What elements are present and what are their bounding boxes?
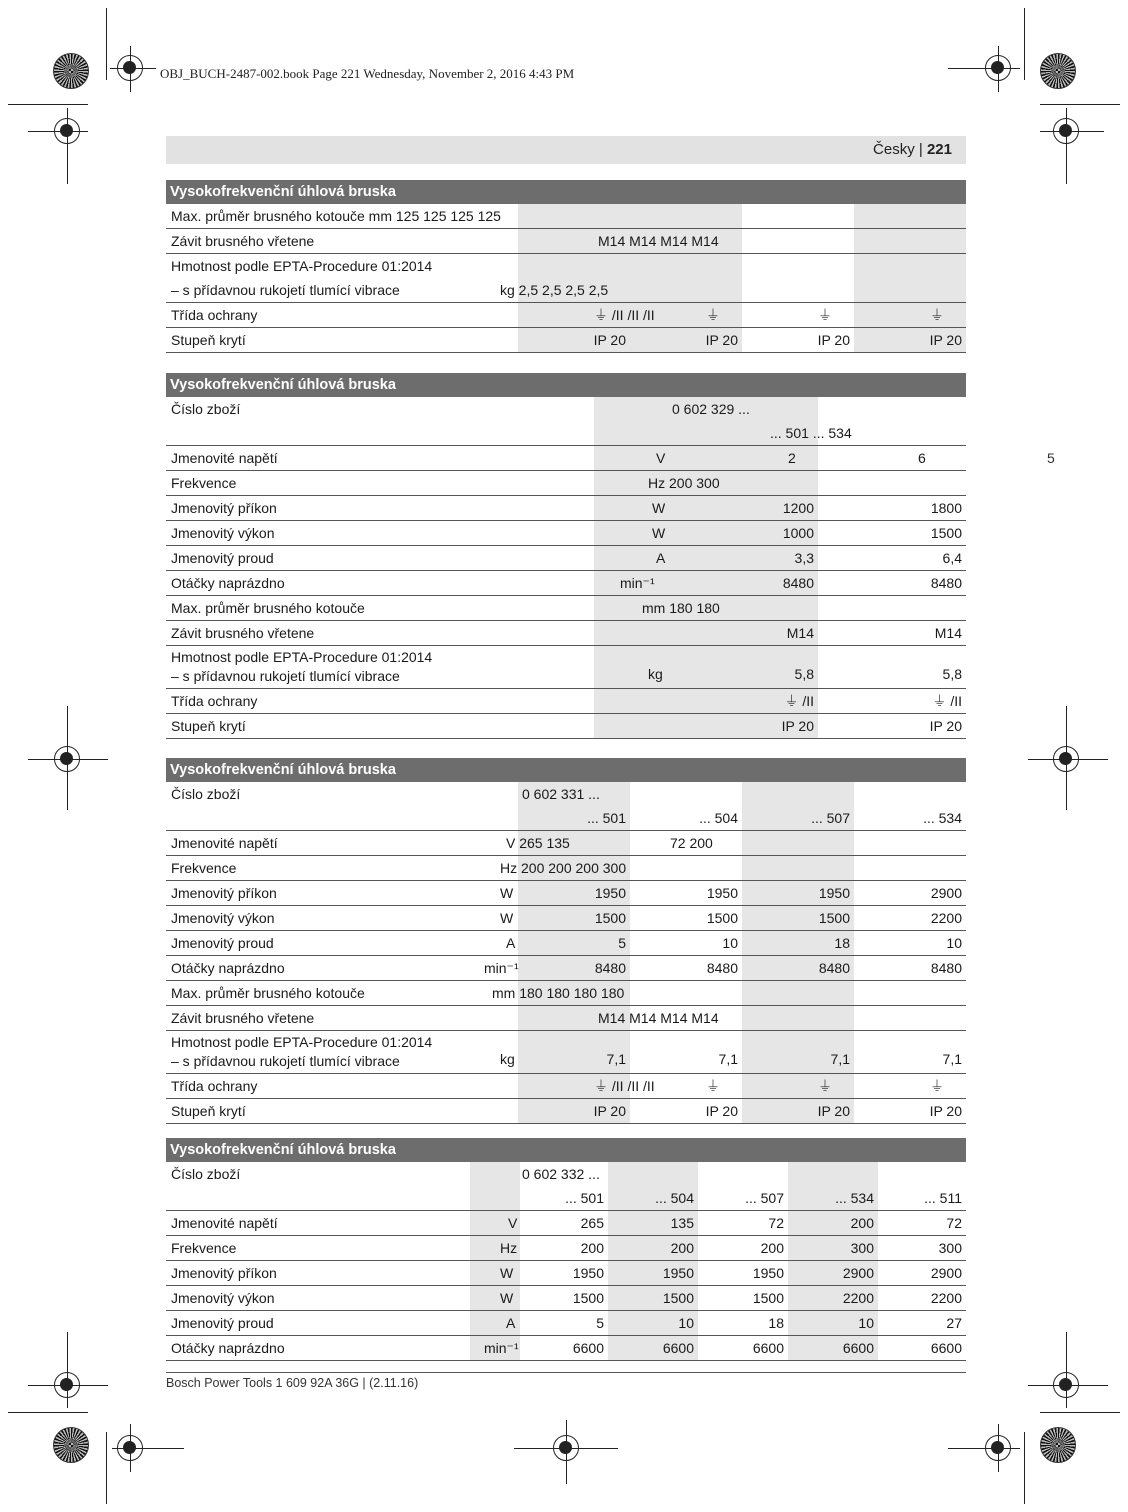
table-row xyxy=(166,1074,966,1099)
protection-class-cell: ⏚ xyxy=(706,1078,720,1094)
protection-class-cell: ⏚ xyxy=(818,1078,832,1094)
table-row xyxy=(166,881,966,906)
row-label: Otáčky naprázdno xyxy=(171,575,285,591)
row-label: Hmotnost podle EPTA-Procedure 01:2014 xyxy=(171,1034,433,1050)
value-cell: IP 20 xyxy=(781,718,814,734)
value-cell: 2 xyxy=(788,450,796,466)
table-title: Vysokofrekvenční úhlová bruska xyxy=(166,373,966,397)
value-cell: 8480 xyxy=(594,960,626,976)
table-row xyxy=(166,1311,966,1336)
row-label: Jmenovitý příkon xyxy=(171,1265,277,1281)
table-row xyxy=(166,856,966,881)
value-cell: 27 xyxy=(946,1315,962,1331)
unit-cell: V xyxy=(656,450,666,466)
registration-mark-icon xyxy=(117,1435,143,1461)
registration-mark-icon xyxy=(985,55,1011,81)
row-label: Číslo zboží xyxy=(171,1166,241,1182)
row-label: Otáčky naprázdno xyxy=(171,960,285,976)
row-label: Jmenovité napětí xyxy=(171,835,278,851)
value-cell: 6 xyxy=(918,450,926,466)
value-cell: 10 xyxy=(722,935,738,951)
variant-header: ... 534 xyxy=(835,1190,874,1206)
table-row xyxy=(166,714,966,739)
value-cell: 6600 xyxy=(662,1340,694,1356)
table-title: Vysokofrekvenční úhlová bruska xyxy=(166,1138,966,1162)
value-cell: 200 xyxy=(670,1240,694,1256)
unit-cell: W xyxy=(500,1290,514,1306)
row-label: Třída ochrany xyxy=(171,693,258,709)
value-cell: 6600 xyxy=(930,1340,962,1356)
unit-cell: min⁻¹ xyxy=(484,1340,519,1356)
value-cell: 2200 xyxy=(842,1290,874,1306)
unit-cell: W xyxy=(500,910,514,926)
table-row xyxy=(166,571,966,596)
value-cell: 7,1 xyxy=(606,1051,626,1067)
variant-header: ... 501 xyxy=(565,1190,604,1206)
value-cell: mm 180 180 xyxy=(642,600,720,616)
variant-header: ... 507 xyxy=(811,810,850,826)
value-cell: 5,8 xyxy=(794,666,814,682)
value-cell: 2900 xyxy=(930,885,962,901)
value-cell: V 265 135 xyxy=(506,835,570,851)
variant-header: ... 501 ... 534 xyxy=(770,425,852,441)
table-row xyxy=(166,446,966,471)
value-cell: 200 xyxy=(760,1240,784,1256)
table-row xyxy=(166,806,966,831)
color-rosette-icon xyxy=(53,53,89,89)
value-cell: 6600 xyxy=(752,1340,784,1356)
value-cell: 2200 xyxy=(930,1290,962,1306)
value-cell: 1800 xyxy=(930,500,962,516)
value-cell: kg 2,5 2,5 2,5 2,5 xyxy=(500,282,609,298)
variant-header: ... 534 xyxy=(923,810,962,826)
row-label: Stupeň krytí xyxy=(171,718,246,734)
value-cell: M14 M14 M14 M14 xyxy=(598,233,719,249)
separator: | xyxy=(914,141,927,158)
unit-cell: Hz xyxy=(500,1240,518,1256)
registration-mark-icon xyxy=(1053,1372,1079,1398)
page-header-band xyxy=(166,136,966,164)
registration-mark-icon xyxy=(117,55,143,81)
value-cell: IP 20 xyxy=(817,332,850,348)
crop-mark xyxy=(8,1412,88,1413)
table-row xyxy=(166,621,966,646)
spec-table-2 xyxy=(166,373,966,739)
table-row xyxy=(166,521,966,546)
table-row xyxy=(166,906,966,931)
table-row xyxy=(166,1031,966,1074)
table-row xyxy=(166,1236,966,1261)
unit-cell: A xyxy=(506,935,516,951)
value-cell: 300 xyxy=(850,1240,874,1256)
table-row xyxy=(166,831,966,856)
value-cell: 1950 xyxy=(572,1265,604,1281)
row-label: Max. průměr brusného kotouče mm 125 125 125 125 xyxy=(171,208,501,224)
value-cell: IP 20 xyxy=(705,1103,738,1119)
row-label: Frekvence xyxy=(171,860,237,876)
row-label: Třída ochrany xyxy=(171,307,258,323)
unit-cell: kg xyxy=(500,1051,515,1067)
protection-class-cell: ⏚ xyxy=(818,307,832,323)
unit-cell: kg xyxy=(648,666,663,682)
table-row xyxy=(166,496,966,521)
value-cell: 1200 xyxy=(782,500,814,516)
crop-mark xyxy=(106,1432,107,1504)
value-cell: Hz 200 300 xyxy=(648,475,720,491)
value-cell: 8480 xyxy=(930,575,962,591)
row-label: Závit brusného vřetene xyxy=(171,233,315,249)
row-label: Frekvence xyxy=(171,1240,237,1256)
row-label: Třída ochrany xyxy=(171,1078,258,1094)
value-cell: 8480 xyxy=(706,960,738,976)
value-cell: 1500 xyxy=(662,1290,694,1306)
protection-class-cell: ⏚ xyxy=(706,307,720,323)
table-row xyxy=(166,1186,966,1211)
registration-mark-icon xyxy=(1053,118,1079,144)
unit-cell: W xyxy=(500,1265,514,1281)
protection-class-cell: ⏚ /II /II /II xyxy=(594,1078,655,1094)
table-row xyxy=(166,689,966,714)
value-cell: 8480 xyxy=(782,575,814,591)
value-cell: 2900 xyxy=(842,1265,874,1281)
value-cell: 8480 xyxy=(930,960,962,976)
variant-header: ... 504 xyxy=(655,1190,694,1206)
crop-mark xyxy=(1024,1432,1025,1504)
row-label: Jmenovité napětí xyxy=(171,1215,278,1231)
value-cell: 6,4 xyxy=(942,550,962,566)
value-cell: IP 20 xyxy=(817,1103,850,1119)
value-cell: 1950 xyxy=(706,885,738,901)
table-row xyxy=(166,1006,966,1031)
value-cell: 1500 xyxy=(752,1290,784,1306)
side-number: 5 xyxy=(1047,450,1055,466)
crop-mark xyxy=(1040,104,1120,105)
table-row xyxy=(166,229,966,254)
table-row xyxy=(166,328,966,353)
table-row xyxy=(166,596,966,621)
row-label: Hmotnost podle EPTA-Procedure 01:2014 xyxy=(171,649,433,665)
value-cell: 18 xyxy=(834,935,850,951)
table-row xyxy=(166,471,966,496)
value-cell: 72 xyxy=(946,1215,962,1231)
value-cell: 7,1 xyxy=(942,1051,962,1067)
table-row xyxy=(166,1261,966,1286)
value-cell: 1950 xyxy=(662,1265,694,1281)
table-row xyxy=(166,254,966,278)
value-cell: 1500 xyxy=(572,1290,604,1306)
protection-class-cell: ⏚ /II /II /II xyxy=(594,307,655,323)
row-label: Hmotnost podle EPTA-Procedure 01:2014 xyxy=(171,258,433,274)
unit-cell: W xyxy=(652,525,666,541)
page-header xyxy=(873,141,952,158)
row-label: Stupeň krytí xyxy=(171,332,246,348)
table-row xyxy=(166,1286,966,1311)
table-row xyxy=(166,421,966,446)
table-row xyxy=(166,1211,966,1236)
registration-mark-icon xyxy=(985,1435,1011,1461)
row-label: Jmenovitý výkon xyxy=(171,525,275,541)
value-cell: 10 xyxy=(858,1315,874,1331)
row-label: Max. průměr brusného kotouče xyxy=(171,985,365,1001)
unit-cell: V xyxy=(508,1215,518,1231)
row-sublabel: – s přídavnou rukojetí tlumící vibrace xyxy=(171,668,400,684)
row-label: Závit brusného vřetene xyxy=(171,1010,315,1026)
language-label: Česky xyxy=(873,141,915,158)
value-cell: IP 20 xyxy=(593,1103,626,1119)
protection-class-cell: ⏚ /II xyxy=(932,693,962,709)
value-cell: 2200 xyxy=(930,910,962,926)
row-label: Jmenovitý příkon xyxy=(171,885,277,901)
protection-class-cell: ⏚ xyxy=(930,1078,944,1094)
value-cell: M14 M14 M14 M14 xyxy=(598,1010,719,1026)
table-row xyxy=(166,931,966,956)
value-cell: 1950 xyxy=(752,1265,784,1281)
value-cell: IP 20 xyxy=(929,718,962,734)
value-cell: 3,3 xyxy=(794,550,814,566)
value-cell: 135 xyxy=(670,1215,694,1231)
page-footer: Bosch Power Tools 1 609 92A 36G | (2.11.16) xyxy=(166,1376,419,1390)
value-cell: 7,1 xyxy=(718,1051,738,1067)
color-rosette-icon xyxy=(1040,1427,1076,1463)
value-cell: 5 xyxy=(596,1315,604,1331)
value-cell: mm 180 180 180 180 xyxy=(492,985,625,1001)
row-label: Jmenovitý výkon xyxy=(171,910,275,926)
value-cell: IP 20 xyxy=(593,332,626,348)
table-row xyxy=(166,278,966,303)
value-cell: 1500 xyxy=(930,525,962,541)
table-title: Vysokofrekvenční úhlová bruska xyxy=(166,758,966,782)
variant-header: ... 507 xyxy=(745,1190,784,1206)
page-number: 221 xyxy=(926,141,952,158)
protection-class-cell: ⏚ /II xyxy=(784,693,814,709)
row-sublabel: – s přídavnou rukojetí tlumící vibrace xyxy=(171,1053,400,1069)
registration-mark-icon xyxy=(54,746,80,772)
row-label: Otáčky naprázdno xyxy=(171,1340,285,1356)
value-cell: 1500 xyxy=(706,910,738,926)
value-cell: 1950 xyxy=(818,885,850,901)
row-label: Jmenovité napětí xyxy=(171,450,278,466)
value-cell: 8480 xyxy=(818,960,850,976)
variant-header: ... 504 xyxy=(699,810,738,826)
article-number: 0 602 329 ... xyxy=(672,401,750,417)
value-cell: 1950 xyxy=(594,885,626,901)
value-cell: 18 xyxy=(768,1315,784,1331)
value-cell: 1500 xyxy=(594,910,626,926)
row-label: – s přídavnou rukojetí tlumící vibrace xyxy=(171,282,400,298)
registration-mark-icon xyxy=(54,1372,80,1398)
value-cell: IP 20 xyxy=(929,332,962,348)
value-cell: 2900 xyxy=(930,1265,962,1281)
footer-rule xyxy=(166,1372,966,1373)
row-label: Jmenovitý příkon xyxy=(171,500,277,516)
value-cell: 1500 xyxy=(818,910,850,926)
table-row xyxy=(166,1162,966,1186)
value-cell: M14 xyxy=(934,625,962,641)
value-cell: 6600 xyxy=(572,1340,604,1356)
registration-mark-icon xyxy=(54,118,80,144)
table-row xyxy=(166,397,966,421)
article-number: 0 602 331 ... xyxy=(522,786,600,802)
unit-cell: W xyxy=(652,500,666,516)
spec-table-3 xyxy=(166,758,966,1124)
row-label: Frekvence xyxy=(171,475,237,491)
table-row xyxy=(166,1336,966,1361)
value-cell: IP 20 xyxy=(705,332,738,348)
spec-table-4 xyxy=(166,1138,966,1361)
value-cell: 200 xyxy=(850,1215,874,1231)
value-cell: 10 xyxy=(946,935,962,951)
row-label: Jmenovitý proud xyxy=(171,550,274,566)
crop-mark xyxy=(106,8,107,80)
row-label: Stupeň krytí xyxy=(171,1103,246,1119)
unit-cell: W xyxy=(500,885,514,901)
value-cell: 6600 xyxy=(842,1340,874,1356)
variant-header: ... 511 xyxy=(924,1190,962,1206)
row-label: Jmenovitý proud xyxy=(171,1315,274,1331)
unit-cell: A xyxy=(656,550,666,566)
registration-mark-icon xyxy=(553,1435,579,1461)
table-row xyxy=(166,204,966,229)
value-cell: 72 xyxy=(768,1215,784,1231)
spec-table-1 xyxy=(166,180,966,353)
value-cell: 5,8 xyxy=(942,666,962,682)
unit-cell: A xyxy=(506,1315,516,1331)
value-cell: Hz 200 200 200 300 xyxy=(500,860,627,876)
color-rosette-icon xyxy=(1040,53,1076,89)
table-row xyxy=(166,646,966,689)
registration-mark-icon xyxy=(1053,746,1079,772)
print-header: OBJ_BUCH-2487-002.book Page 221 Wednesday, November 2, 2016 4:43 PM xyxy=(160,66,575,81)
article-number: 0 602 332 ... xyxy=(522,1166,600,1182)
value-cell: 200 xyxy=(580,1240,604,1256)
table-row xyxy=(166,546,966,571)
row-label: Jmenovitý výkon xyxy=(171,1290,275,1306)
value-cell: 1000 xyxy=(782,525,814,541)
row-label: Max. průměr brusného kotouče xyxy=(171,600,365,616)
value-cell: 10 xyxy=(678,1315,694,1331)
value-cell: M14 xyxy=(786,625,814,641)
value-cell: IP 20 xyxy=(929,1103,962,1119)
crop-mark xyxy=(1040,1412,1120,1413)
table-row xyxy=(166,303,966,328)
value-cell: 72 200 xyxy=(670,835,713,851)
variant-header: ... 501 xyxy=(587,810,626,826)
value-cell: 265 xyxy=(580,1215,604,1231)
value-cell: 7,1 xyxy=(830,1051,850,1067)
table-row xyxy=(166,782,966,806)
table-row xyxy=(166,1099,966,1124)
value-cell: 5 xyxy=(618,935,626,951)
crop-mark xyxy=(8,104,88,105)
row-label: Číslo zboží xyxy=(171,401,241,417)
unit-cell: min⁻¹ xyxy=(620,575,655,591)
table-row xyxy=(166,981,966,1006)
color-rosette-icon xyxy=(53,1427,89,1463)
value-cell: 300 xyxy=(938,1240,962,1256)
protection-class-cell: ⏚ xyxy=(930,307,944,323)
row-label: Číslo zboží xyxy=(171,786,241,802)
unit-cell: min⁻¹ xyxy=(484,960,519,976)
row-label: Závit brusného vřetene xyxy=(171,625,315,641)
table-title: Vysokofrekvenční úhlová bruska xyxy=(166,180,966,204)
crop-mark xyxy=(1024,8,1025,80)
row-label: Jmenovitý proud xyxy=(171,935,274,951)
table-row xyxy=(166,956,966,981)
